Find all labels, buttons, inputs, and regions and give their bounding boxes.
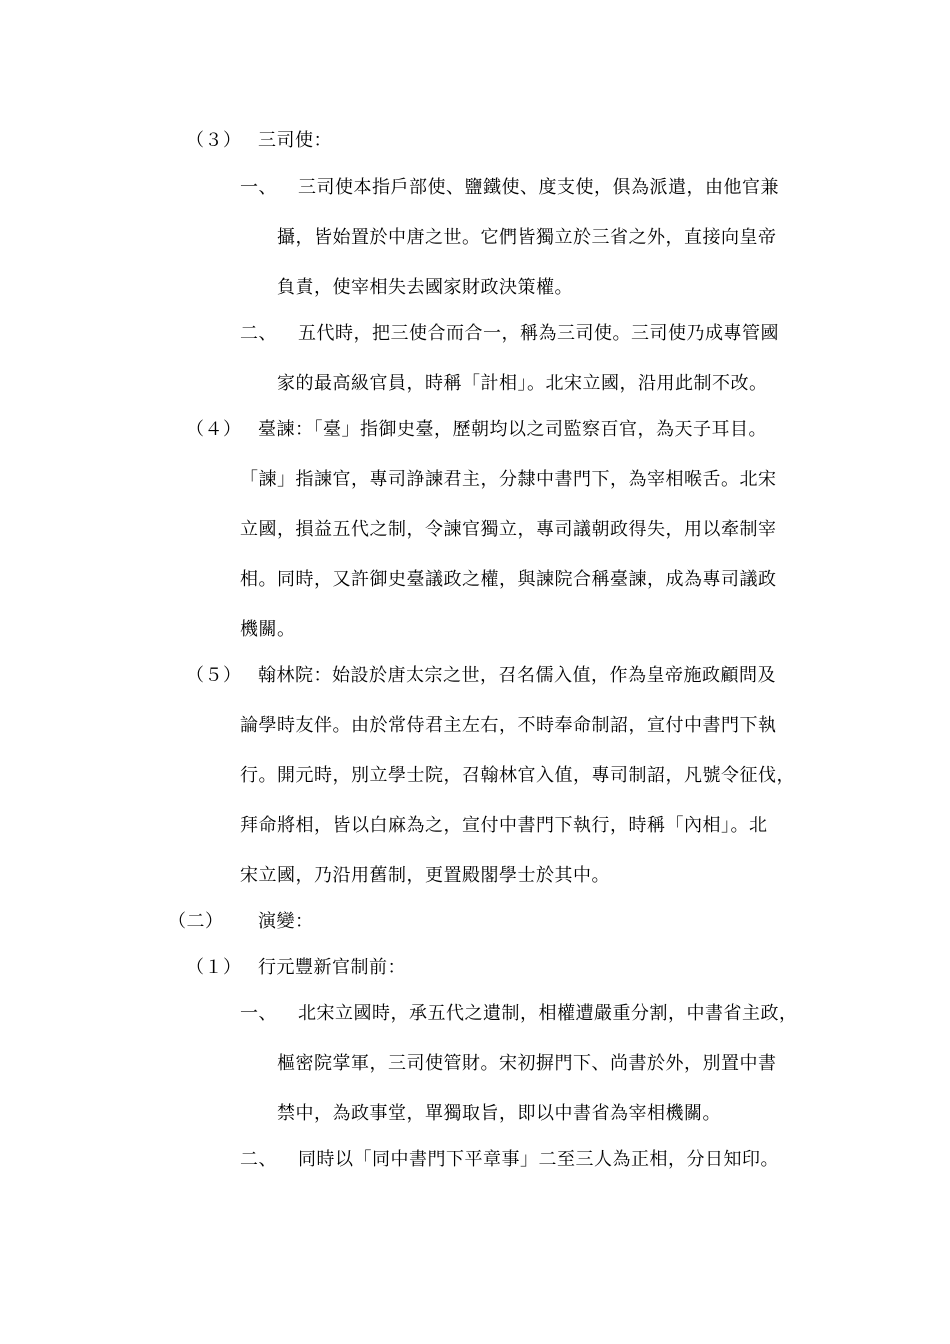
paragraph-line: 立國，損益五代之制，令諫官獨立，專司議朝政得失，用以牽制宰 <box>240 519 777 540</box>
paragraph-line: 拜命將相，皆以白麻為之，宣付中書門下執行，時稱「內相」。北 <box>240 815 768 836</box>
paragraph-line: 宋立國，乃沿用舊制，更置殿閣學士於其中。 <box>240 865 610 886</box>
paragraph-line: 家的最高級官員，時稱「計相」。北宋立國，沿用此制不改。 <box>277 373 768 394</box>
section-marker-2: （二） <box>168 911 224 932</box>
sub-marker-1: 一、 <box>240 1003 277 1024</box>
item-marker-3: （３） <box>186 130 242 151</box>
item-marker-5: （５） <box>186 665 242 686</box>
paragraph-line: 論學時友伴。由於常侍君主左右，不時奉命制詔，宣付中書門下執 <box>240 715 777 736</box>
paragraph-line: 禁中，為政事堂，單獨取旨，即以中書省為宰相機關。 <box>277 1103 721 1124</box>
paragraph-line: 五代時，把三使合而合一，稱為三司使。三司使乃成專管國 <box>298 323 779 344</box>
heading-evolution: 演變： <box>258 911 314 932</box>
paragraph-line: 攝，皆始置於中唐之世。它們皆獨立於三省之外，直接向皇帝 <box>277 227 777 248</box>
paragraph-line: 「諫」指諫官，專司諍諫君主，分隸中書門下，為宰相喉舌。北宋 <box>240 469 777 490</box>
paragraph-line: 機關。 <box>240 619 296 640</box>
paragraph-line: 相。同時，又許御史臺議政之權，與諫院合稱臺諫，成為專司議政 <box>240 569 777 590</box>
item-marker-4: （４） <box>186 419 242 440</box>
paragraph-line: 行。開元時，別立學士院，召翰林官入值，專司制詔，凡號令征伐， <box>240 765 795 786</box>
paragraph-line: 臺諫：「臺」指御史臺，歷朝均以之司監察百官，為天子耳目。 <box>258 419 767 440</box>
paragraph-line: 樞密院掌軍，三司使管財。宋初摒門下、尚書於外，別置中書 <box>277 1053 777 1074</box>
paragraph-line: 負責，使宰相失去國家財政決策權。 <box>277 277 573 298</box>
heading-pre-yuanfeng: 行元豐新官制前： <box>258 957 406 978</box>
paragraph-line: 同時以「同中書門下平章事」二至三人為正相，分日知印。 <box>298 1149 779 1170</box>
item-marker-1: （１） <box>186 957 242 978</box>
paragraph-line: 三司使本指戶部使、鹽鐵使、度支使，俱為派遣，由他官兼 <box>298 177 779 198</box>
sub-marker-1: 一、 <box>240 177 277 198</box>
sub-marker-2: 二、 <box>240 1149 277 1170</box>
paragraph-line: 翰林院：始設於唐太宗之世，召名儒入值，作為皇帝施政顧問及 <box>258 665 776 686</box>
sub-marker-2: 二、 <box>240 323 277 344</box>
heading-sansi: 三司使： <box>258 130 332 151</box>
paragraph-line: 北宋立國時，承五代之遺制，相權遭嚴重分割，中書省主政， <box>298 1003 798 1024</box>
